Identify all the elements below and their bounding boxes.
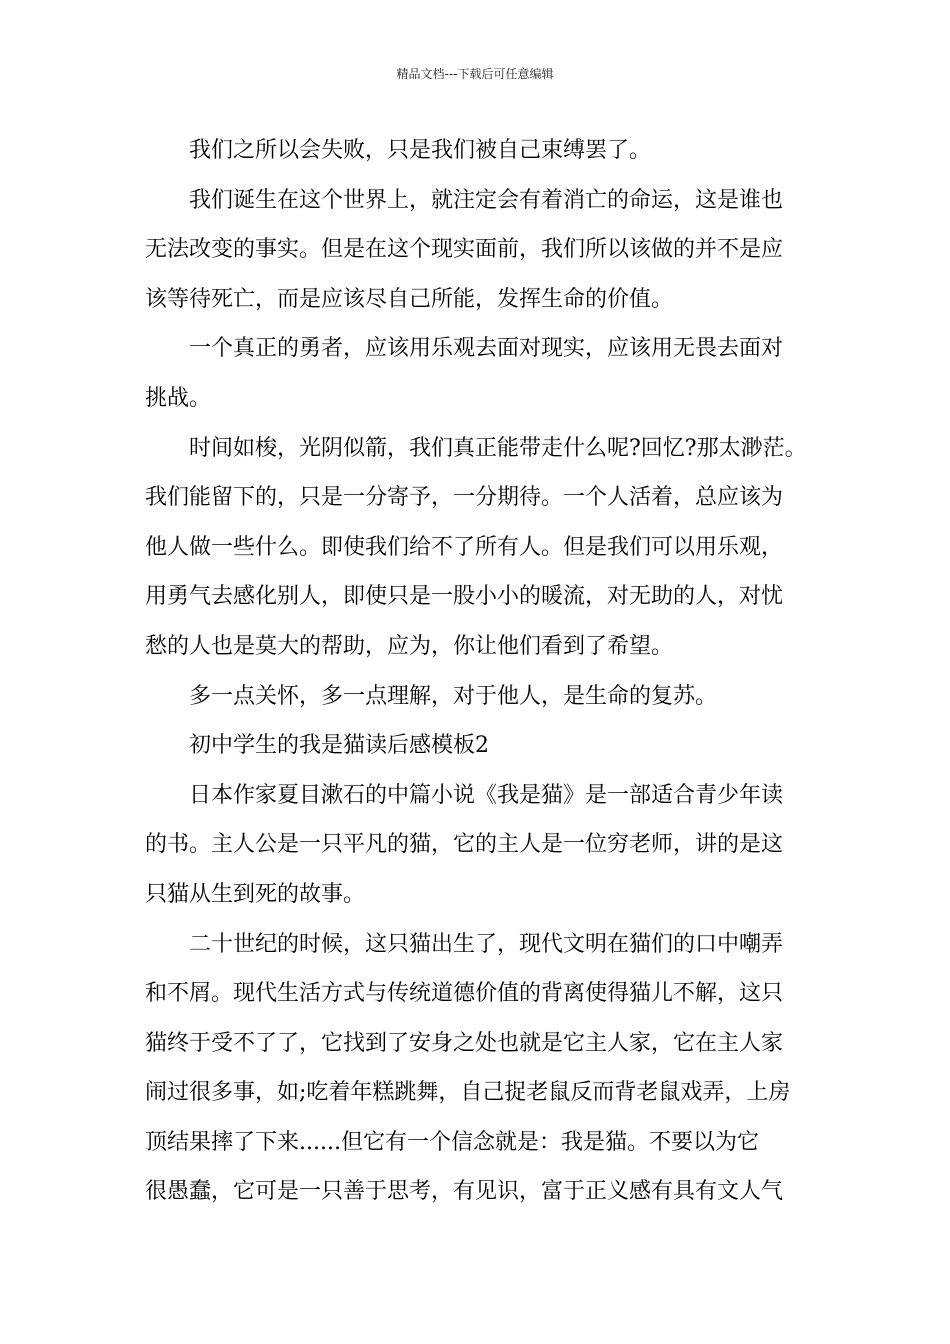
paragraph-5	[145, 672, 815, 722]
text-line: 他人做一些什么。即使我们给不了所有人。但是我们可以用乐观，	[145, 534, 784, 560]
text-line: 挑战。	[145, 385, 212, 411]
paragraph-2	[145, 176, 815, 325]
text-line: 我们之所以会失败，只是我们被自己束缚罢了。	[189, 138, 652, 163]
paragraph-8	[145, 920, 815, 1218]
paragraph-1	[145, 126, 815, 176]
section-heading	[145, 721, 815, 771]
text-line: 愁的人也是莫大的帮助，应为，你让他们看到了希望。	[145, 633, 674, 659]
paragraph-3	[145, 324, 815, 423]
document-body	[145, 126, 815, 1217]
text-line: 日本作家夏目漱石的中篇小说《我是猫》是一部适合青少年读	[189, 782, 784, 808]
paragraph-7	[145, 771, 815, 920]
text-line: 只猫从生到死的故事。	[145, 881, 366, 907]
text-line: 二十世纪的时候，这只猫出生了，现代文明在猫们的口中嘲弄	[189, 931, 784, 957]
text-line: 很愚蠢，它可是一只善于思考，有见识，富于正义感有具有文人气	[145, 1179, 784, 1205]
text-line: 猫终于受不了了，它找到了安身之处也就是它主人家，它在主人家	[145, 1030, 784, 1056]
text-line: 的书。主人公是一只平凡的猫，它的主人是一位穷老师，讲的是这	[145, 832, 784, 858]
text-line: 和不屑。现代生活方式与传统道德价值的背离使得猫儿不解，这只	[145, 981, 784, 1007]
paragraph-4	[145, 424, 815, 672]
page-header: 精品文档---下载后可任意编辑	[396, 67, 554, 81]
text-line: 顶结果摔了下来......但它有一个信念就是：我是猫。不要以为它	[145, 1129, 759, 1155]
text-line: 时间如梭，光阴似箭，我们真正能带走什么呢?回忆?那太渺茫。	[189, 435, 807, 461]
text-line: 我们能留下的，只是一分寄予，一分期待。一个人活着，总应该为	[145, 485, 784, 511]
text-line: 无法改变的事实。但是在这个现实面前，我们所以该做的并不是应	[145, 237, 784, 263]
text-line: 闹过很多事，如;吃着年糕跳舞，自己捉老鼠反而背老鼠戏弄，上房	[145, 1080, 791, 1106]
text-line: 用勇气去感化别人，即使只是一股小小的暖流，对无助的人，对忧	[145, 584, 784, 610]
text-line: 多一点关怀，多一点理解，对于他人，是生命的复苏。	[189, 683, 718, 709]
heading-line: 初中学生的我是猫读后感模板2	[189, 733, 489, 759]
text-line: 一个真正的勇者，应该用乐观去面对现实，应该用无畏去面对	[189, 336, 784, 362]
text-line: 该等待死亡，而是应该尽自己所能，发挥生命的价值。	[145, 286, 674, 312]
text-line: 我们诞生在这个世界上，就注定会有着消亡的命运，这是谁也	[189, 187, 784, 213]
